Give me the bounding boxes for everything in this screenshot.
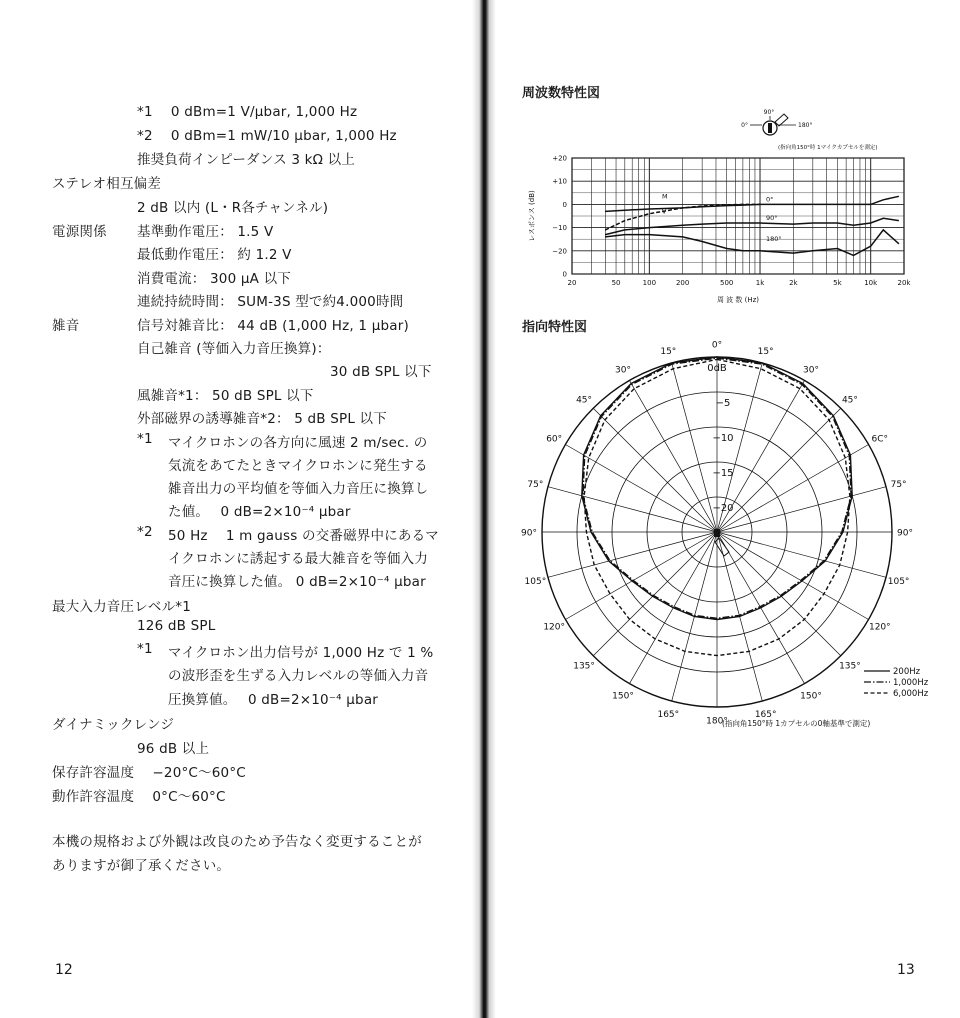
radial-tick-label: 0dB	[707, 363, 727, 374]
notice-line: ありますが御了承ください。	[52, 858, 231, 874]
polar-spoke	[717, 532, 886, 577]
y-tick-label: 0	[562, 270, 567, 279]
angle-label: 105°	[887, 577, 910, 588]
spec-line: 126 dB SPL	[137, 618, 216, 634]
spec-line: 動作許容温度 0°C〜60°C	[52, 789, 226, 805]
spec-line: 連続持続時間： SUM-3S 型で約4.000時間	[137, 294, 404, 310]
polar-section-title: 指向特性図	[522, 320, 588, 335]
polar-spoke	[548, 487, 717, 532]
x-tick-label: 200	[675, 279, 690, 287]
capsule-arm	[775, 114, 788, 126]
polar-spoke	[593, 532, 717, 656]
angle-label: 165°	[754, 710, 777, 721]
capsule-icon	[714, 529, 720, 537]
footnote-marker: *1	[137, 431, 153, 447]
angle-label: 30°	[803, 365, 819, 376]
angle-label: 75°	[890, 479, 907, 490]
y-tick-label: +20	[552, 154, 567, 163]
spec-line: 基準動作電圧： 1.5 V	[137, 224, 274, 240]
angle-label: 120°	[868, 622, 891, 633]
notice-line: 本機の規格および外観は改良のため予告なく変更することが	[52, 834, 422, 850]
radial-tick-label: −10	[712, 433, 734, 444]
angle-label: 75°	[527, 479, 544, 490]
spec-line: 96 dB 以上	[137, 741, 210, 757]
footnote-line: 気流をあてたときマイクロホンに発生する	[168, 458, 428, 474]
y-tick-label: −20	[552, 247, 567, 256]
footnote-marker: *1	[137, 641, 153, 657]
section-label: 最大入力音圧レベル*1	[52, 599, 192, 615]
section-label: ダイナミックレンジ	[52, 717, 175, 733]
footnote-line: マイクロホン出力信号が 1,000 Hz で 1 %	[168, 645, 434, 661]
x-tick-label: 500	[720, 279, 734, 287]
footnote-line: 圧換算値。 0 dB=2×10⁻⁴ μbar	[168, 692, 379, 708]
angle-label: 15°	[660, 346, 677, 357]
capsule-body	[768, 123, 772, 133]
y-axis-label: レスポンス (dB)	[528, 190, 536, 242]
series-label: 180°	[766, 234, 782, 243]
footnote-line: 音圧に換算した値。 0 dB=2×10⁻⁴ μbar	[168, 574, 426, 590]
polar-spoke	[565, 532, 717, 620]
angle-label: 180°	[706, 716, 728, 727]
polar-pattern-chart	[512, 340, 952, 740]
polar-spoke	[672, 363, 717, 532]
footnote-line: マイクロホンの各方向に風速 2 m/sec. の	[168, 435, 428, 451]
spec-line: 最低動作電圧： 約 1.2 V	[137, 247, 292, 263]
section-label: ステレオ相互偏差	[52, 176, 162, 192]
x-tick-label: 2k	[789, 279, 798, 287]
page-number: 13	[897, 962, 915, 978]
polar-spoke	[717, 408, 841, 532]
freq-section-title: 周波数特性図	[522, 86, 601, 101]
series-label: V	[661, 207, 667, 216]
y-tick-label: 0	[562, 200, 567, 209]
radial-tick-label: −20	[712, 503, 734, 514]
page-number: 12	[55, 962, 73, 978]
angle-label: 45°	[576, 395, 593, 406]
legend	[722, 667, 929, 728]
x-tick-label: 100	[642, 279, 657, 287]
polar-spoke	[717, 532, 869, 620]
footnote-marker: *2	[137, 524, 153, 540]
spec-line: 外部磁界の誘導雑音*2： 5 dB SPL 以下	[137, 411, 387, 427]
x-axis-label: 周 波 数 (Hz)	[716, 296, 760, 304]
angle-label: 0°	[711, 340, 723, 351]
section-label: 電源関係	[52, 224, 107, 240]
spec-line: 風雑音*1： 50 dB SPL 以下	[137, 388, 314, 404]
spec-line: *2 0 dBm=1 mW/10 μbar, 1,000 Hz	[137, 128, 397, 144]
legend-label: 6,000Hz	[893, 689, 929, 699]
inset-angle-label: 90°	[763, 109, 775, 116]
polar-spoke	[548, 532, 717, 577]
right-page	[496, 0, 960, 1018]
x-tick-label: 1k	[755, 279, 765, 287]
chart-grid	[572, 158, 904, 274]
spec-line: 30 dB SPL 以下	[330, 364, 432, 380]
footnote-line: 50 Hz 1 m gauss の交番磁界中にあるマ	[168, 528, 439, 544]
angle-label: 135°	[573, 661, 595, 672]
x-tick-label: 20k	[897, 279, 911, 287]
inset-angle-label: 180°	[798, 122, 813, 129]
series-label: M	[661, 192, 668, 201]
y-tick-label: +10	[552, 177, 567, 186]
legend-label: 1,000Hz	[893, 678, 929, 688]
left-page	[0, 0, 472, 1018]
angle-label: 15°	[757, 346, 774, 357]
legend-label: 200Hz	[893, 667, 921, 677]
x-tick-label: 10k	[864, 279, 878, 287]
angle-label: 120°	[543, 622, 566, 633]
angle-label: 90°	[897, 528, 913, 539]
frequency-response-chart	[522, 106, 942, 306]
polar-spoke	[717, 487, 886, 532]
polar-spoke	[717, 532, 841, 656]
capsule-inset	[741, 109, 877, 151]
angle-label: 135°	[839, 661, 861, 672]
footnote-line: イクロホンに誘起する最大雑音を等価入力	[168, 551, 429, 567]
section-label: 雑音	[52, 318, 80, 334]
angle-label: 60°	[546, 434, 563, 445]
inset-angle-label: 0°	[741, 122, 748, 129]
radial-tick-label: −5	[715, 398, 731, 409]
angle-label: 150°	[800, 691, 822, 702]
angle-label: 105°	[524, 577, 547, 588]
spec-line: *1 0 dBm=1 V/μbar, 1,000 Hz	[137, 104, 358, 120]
x-tick-label: 50	[611, 279, 621, 287]
spec-line: 2 dB 以内 (L・R各チャンネル)	[137, 200, 329, 216]
angle-label: 30°	[615, 365, 631, 376]
spec-line: 推奨負荷インピーダンス 3 kΩ 以上	[137, 152, 356, 168]
spec-line: 保存許容温度 −20°C〜60°C	[52, 765, 246, 781]
angle-label: 165°	[657, 710, 680, 721]
spec-line: 信号対雑音比： 44 dB (1,000 Hz, 1 μbar)	[137, 318, 409, 334]
polar-spoke	[593, 408, 717, 532]
spec-line: 消費電流： 300 μA 以下	[137, 271, 291, 287]
footnote-line: 雑音出力の平均値を等価入力音圧に換算し	[168, 481, 429, 497]
series-label: 0°	[766, 195, 774, 204]
book-gutter	[472, 0, 496, 1018]
angle-label: 90°	[521, 528, 537, 539]
radial-tick-label: −15	[712, 468, 734, 479]
inset-note: (指向角150°時 1マイクカプセルを測定)	[778, 145, 878, 151]
chart-note: (指向角150°時 1カプセルの0軸基準で測定)	[722, 719, 871, 728]
angle-label: 150°	[612, 691, 634, 702]
series-label: 90°	[766, 213, 778, 222]
y-tick-label: −10	[552, 224, 567, 233]
polar-spoke	[630, 380, 718, 532]
footnote-line: た値。 0 dB=2×10⁻⁴ μbar	[168, 504, 351, 520]
angle-label: 6C°	[871, 434, 889, 445]
chart-labels	[528, 155, 911, 305]
x-tick-label: 5k	[833, 279, 842, 287]
spec-line: 自己雑音 (等価入力音圧換算)：	[137, 341, 331, 357]
footnote-line: の波形歪を生ずる入力レベルの等価入力音	[168, 668, 429, 684]
x-tick-label: 20	[567, 279, 577, 287]
angle-label: 45°	[841, 395, 858, 406]
